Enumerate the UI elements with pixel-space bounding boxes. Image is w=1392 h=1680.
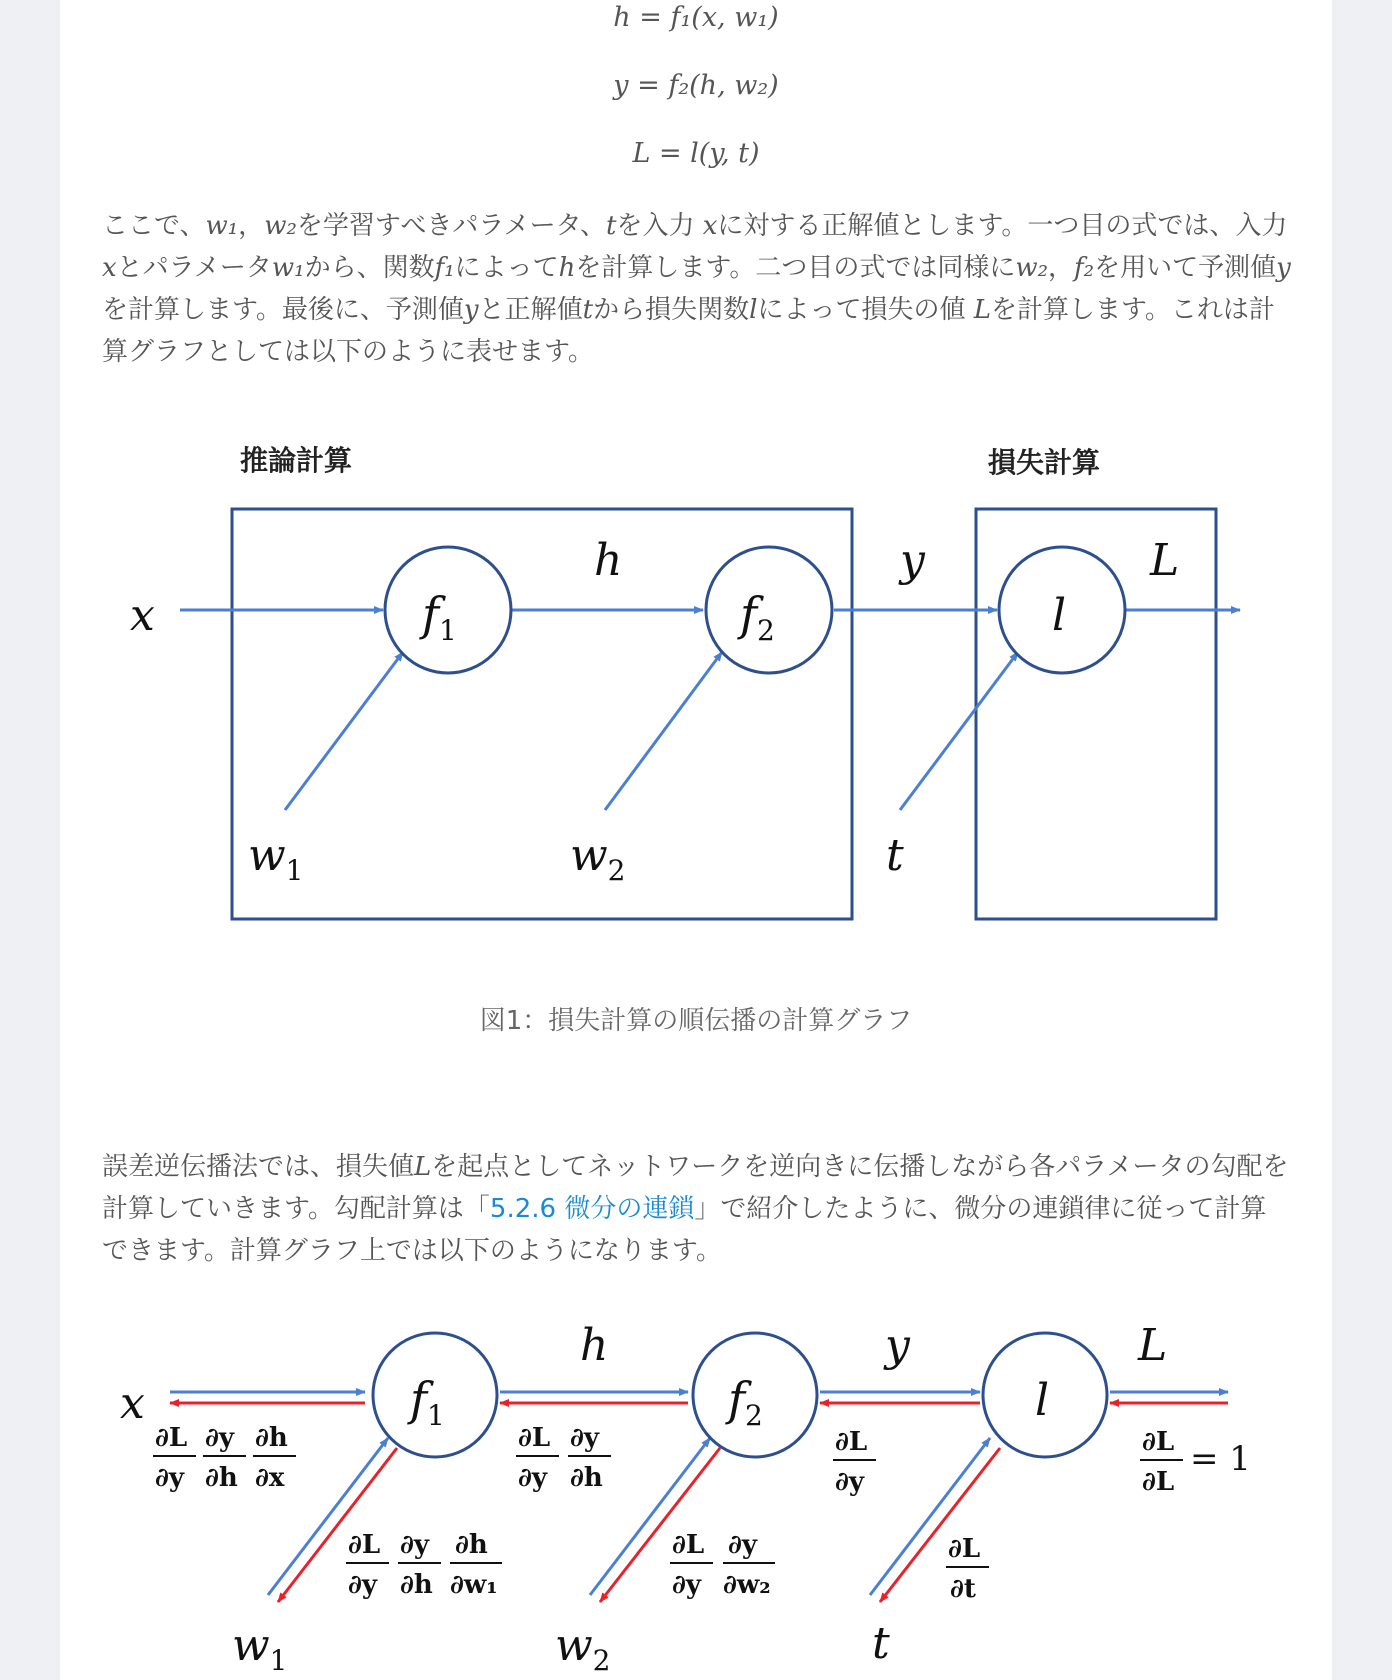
- loss-label: 損失計算: [988, 446, 1101, 479]
- svg-text:∂y: ∂y: [835, 1467, 864, 1497]
- svg-text:∂y: ∂y: [672, 1570, 701, 1600]
- svg-text:∂x: ∂x: [255, 1463, 285, 1493]
- gradient-dw1: [346, 1530, 502, 1600]
- arrow-t-to-l: [900, 652, 1018, 810]
- node-f2: [706, 547, 832, 673]
- svg-text:∂L: ∂L: [155, 1423, 188, 1453]
- label-f2: $f_2$: [728, 1372, 763, 1432]
- svg-text:∂h: ∂h: [455, 1530, 488, 1560]
- svg-text:∂h: ∂h: [400, 1570, 433, 1600]
- svg-text:∂h: ∂h: [570, 1463, 603, 1493]
- node-f2: [693, 1333, 817, 1457]
- svg-text:∂y: ∂y: [205, 1423, 234, 1453]
- fwd-t-to-l: [870, 1438, 990, 1595]
- label-l: l: [1035, 1375, 1050, 1426]
- label-x: x: [130, 590, 155, 641]
- svg-text:∂y: ∂y: [400, 1530, 429, 1560]
- gradient-dy: [833, 1427, 876, 1497]
- svg-text:∂y: ∂y: [518, 1463, 547, 1493]
- svg-text:∂h: ∂h: [255, 1423, 288, 1453]
- label-w1: $w_1$: [232, 1620, 288, 1677]
- label-f2: $f_2$: [740, 587, 775, 647]
- svg-text:∂L: ∂L: [835, 1427, 868, 1457]
- label-y: y: [885, 1320, 910, 1371]
- svg-text:∂L: ∂L: [672, 1530, 705, 1560]
- svg-text:∂L: ∂L: [948, 1534, 981, 1564]
- bwd-l-to-t: [880, 1448, 1000, 1602]
- label-x: x: [120, 1378, 145, 1429]
- label-t: t: [872, 1618, 890, 1669]
- equation-3: L = l(y, t): [632, 138, 760, 169]
- equation-2: y = f₂(h, w₂): [613, 70, 779, 101]
- svg-text:∂t: ∂t: [950, 1574, 976, 1604]
- label-w2: $w_2$: [555, 1620, 611, 1677]
- label-t: t: [886, 830, 904, 881]
- label-w1: $w_1$: [248, 830, 304, 887]
- svg-text:∂y: ∂y: [728, 1530, 757, 1560]
- gradient-dL: [1140, 1427, 1251, 1497]
- gradient-dh: [516, 1423, 611, 1493]
- label-w2: $w_2$: [570, 830, 626, 887]
- chain-rule-link[interactable]: 5.2.6 微分の連鎖: [489, 1194, 695, 1224]
- equation-1: h = f₁(x, w₁): [613, 2, 779, 33]
- node-f1: [373, 1333, 497, 1457]
- label-l: l: [1052, 590, 1067, 641]
- label-f1: $f_1$: [422, 587, 457, 647]
- inference-label: 推論計算: [240, 444, 353, 477]
- svg-text:∂L: ∂L: [1142, 1467, 1175, 1497]
- label-L: L: [1150, 535, 1180, 586]
- svg-text:= 1: = 1: [1190, 1439, 1251, 1479]
- node-f1: [385, 547, 511, 673]
- svg-text:∂L: ∂L: [348, 1530, 381, 1560]
- arrow-w2-to-f2: [605, 652, 722, 810]
- figure-1-forward-graph: [60, 430, 1332, 950]
- label-L: L: [1138, 1320, 1168, 1371]
- gradient-dt: [946, 1534, 989, 1604]
- gradient-dw2: [670, 1530, 775, 1600]
- svg-text:∂h: ∂h: [205, 1463, 238, 1493]
- svg-text:∂L: ∂L: [1142, 1427, 1175, 1457]
- paragraph-1: ここで、w₁，w₂を学習すべきパラメータ、tを入力 xに対する正解値とします。一つ目の式では、入力xとパラメータw₁から、関数f₁によってhを計算します。二つ目の式では同様にw₂，f₂を用いて予測値yを計算します。最後に、予測値yと正解値tから損失関数lによって損失の値 Lを計算します。これは計算グラフとしては以下のように表せます。: [102, 211, 1291, 367]
- svg-text:∂L: ∂L: [518, 1423, 551, 1453]
- bwd-f1-to-w1: [278, 1448, 397, 1602]
- arrow-w1-to-f1: [285, 652, 403, 810]
- label-y: y: [900, 535, 925, 586]
- label-h: h: [594, 535, 623, 586]
- article-page: [60, 0, 1332, 1680]
- figure-2-backprop-graph: [60, 1310, 1332, 1680]
- label-f1: $f_1$: [410, 1372, 445, 1432]
- paragraph-2: 誤差逆伝播法では、損失値Lを起点としてネットワークを逆向きに伝播しながら各パラメータの勾配を計算していきます。勾配計算は「5.2.6 微分の連鎖」で紹介したように、微分の連鎖律に従って計算できます。計算グラフ上では以下のようになります。: [102, 1152, 1289, 1266]
- label-h: h: [580, 1320, 609, 1371]
- figure-1-caption: 図1：損失計算の順伝播の計算グラフ: [479, 1006, 913, 1036]
- svg-text:∂y: ∂y: [570, 1423, 599, 1453]
- gradient-dx: [153, 1423, 296, 1493]
- svg-text:∂w₁: ∂w₁: [450, 1570, 498, 1600]
- svg-text:∂y: ∂y: [155, 1463, 184, 1493]
- svg-text:∂w₂: ∂w₂: [723, 1570, 771, 1600]
- svg-text:∂y: ∂y: [348, 1570, 377, 1600]
- bwd-f2-to-w2: [600, 1448, 720, 1602]
